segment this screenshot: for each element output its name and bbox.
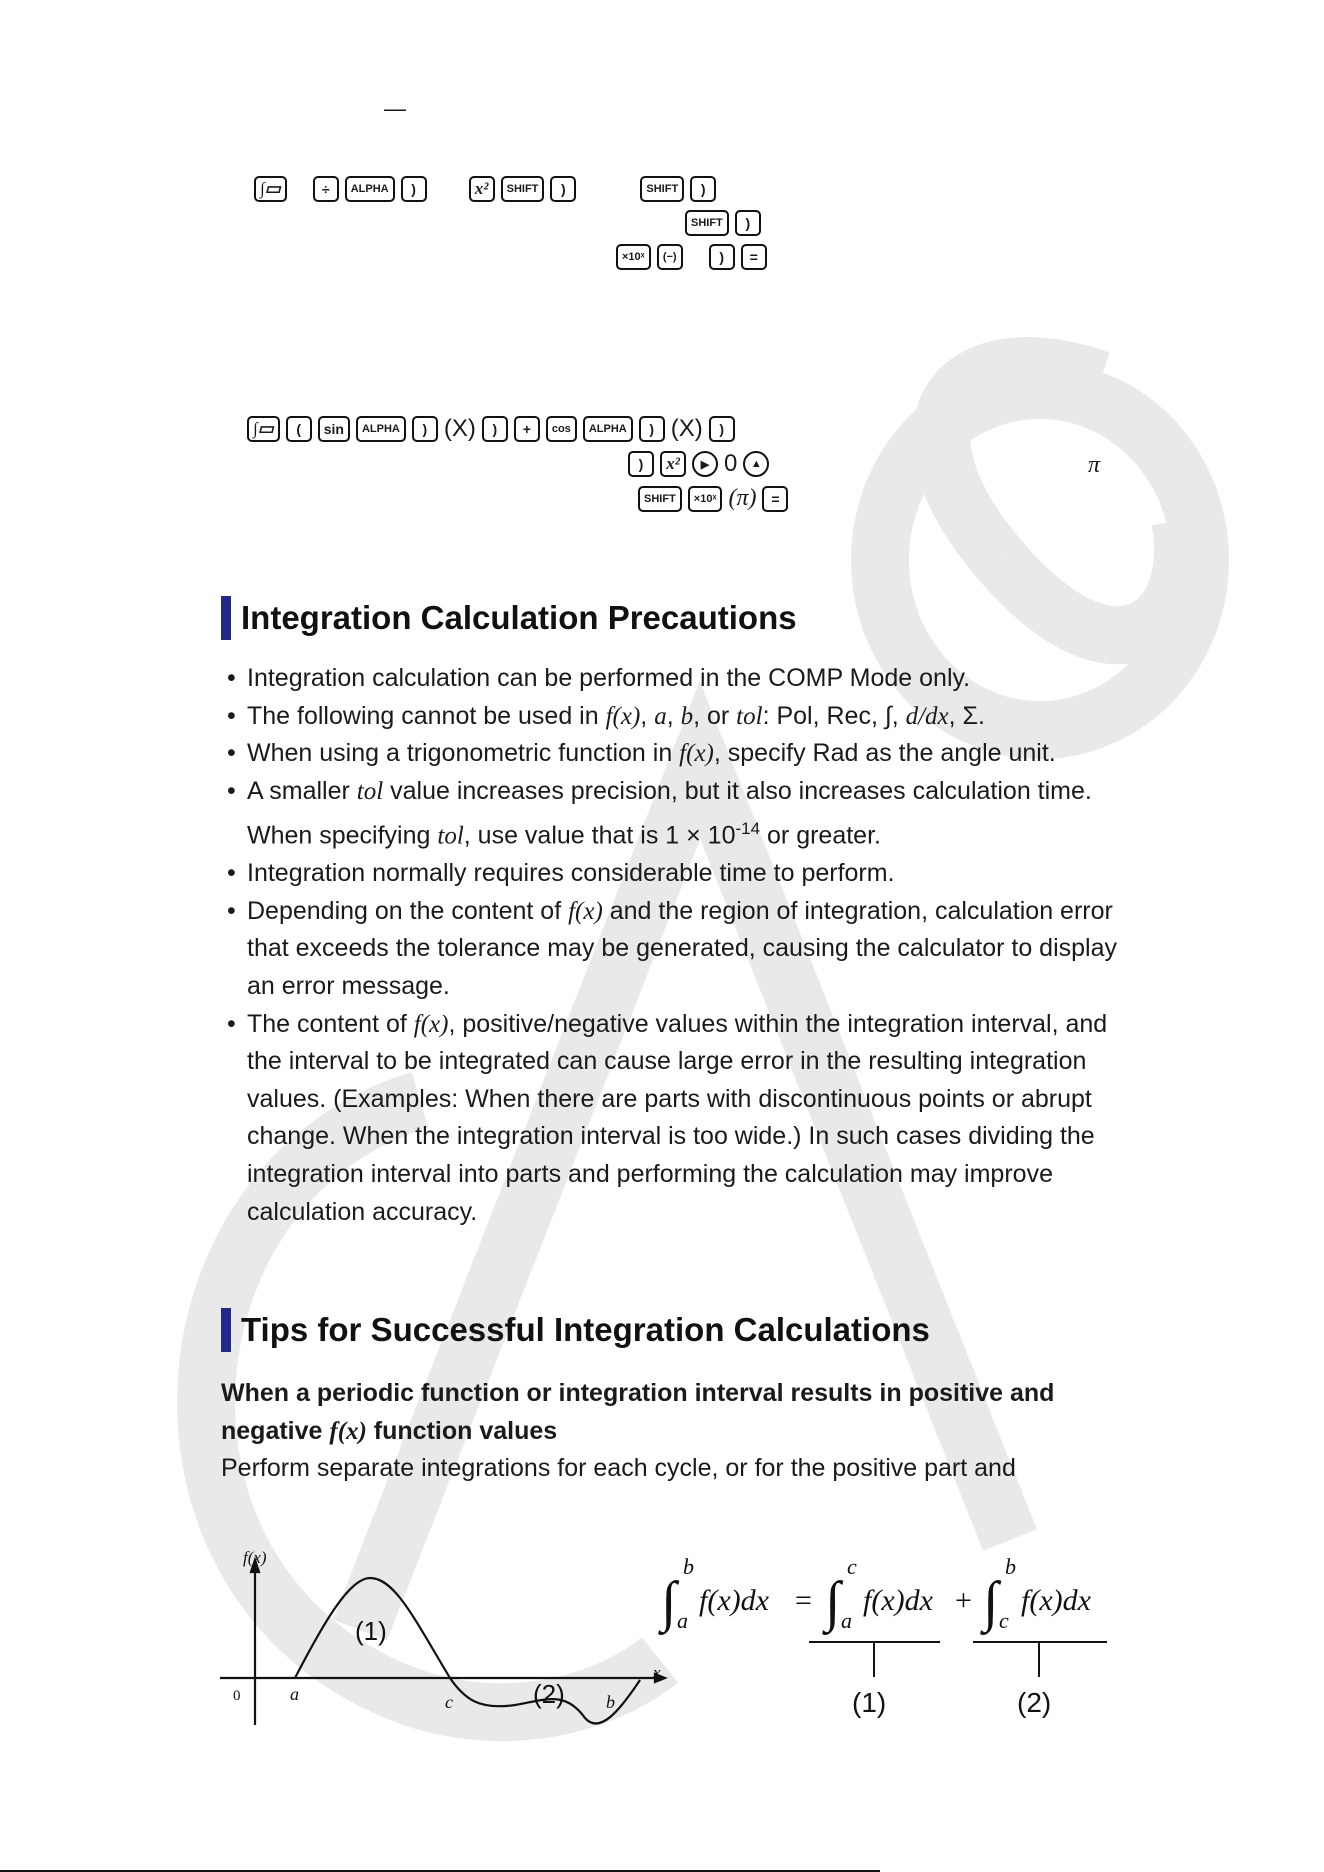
accent-bar [221,1308,231,1352]
paren-close-key: ) [709,244,735,270]
list-item: • Integration calculation can be performed in the COMP Mode only. [227,660,1117,698]
section-heading-tips [221,1308,930,1352]
paren-close-key: ) [482,416,508,442]
equals-key: = [762,486,788,512]
divide-key: ÷ [313,176,339,202]
top-dash: — [384,96,406,121]
plus-key: + [514,416,540,442]
tips-body: Perform separate integrations for each cycle, or for the positive part and [221,1454,1016,1482]
lhs-upper-limit: b [683,1554,694,1579]
point-c-label: c [445,1692,453,1712]
list-item: • Depending on the content of f(x) and the region of integration, calculation error that exceeds the tolerance may be generated, causing the calculator to display an error message. [227,893,1117,1006]
region-1-label: (1) [355,1616,387,1646]
shift-key: SHIFT [638,486,682,512]
lhs-lower-limit: a [677,1608,688,1633]
square-key: x² [660,451,686,477]
shift-key: SHIFT [501,176,545,202]
integral-sign: ∫ [983,1571,999,1633]
cos-key: cos [546,416,577,442]
term2-upper-limit: b [1005,1554,1016,1579]
exp-key: ×10ˣ [616,244,651,270]
plus-sign: + [955,1584,972,1617]
paren-close-key: ) [550,176,576,202]
key-sequence-1-row2 [685,210,761,236]
term1-integrand: f(x)dx [863,1584,933,1617]
list-item: • A smaller tol value increases precision, but it also increases calculation time. When specifying tol, use value that is $1 \times 10^{-14}$ or greater. [227,773,1117,856]
tips-subheading: When a periodic function or integration interval results in positive and negative f(x) function values [221,1379,1055,1445]
equals-sign: = [795,1584,812,1617]
alpha-key: ALPHA [583,416,633,442]
list-item: • Integration normally requires considerable time to perform. [227,855,1117,893]
integration-equation [655,1540,1115,1740]
list-item: • The content of f(x), positive/negative values within the integration interval, and the interval to be integrated can cause large error in the resulting integration values. (Examples: When there are parts with discontinuous points or abrupt change. When the integration interval is too wide.) In such cases dividing the integration interval into parts and performing the calculation may improve calculation accuracy. [227,1006,1117,1232]
alpha-key: ALPHA [345,176,395,202]
key-sequence-1-row1 [254,176,716,202]
integral-sign: ∫ [825,1571,841,1633]
precautions-list [227,660,1117,1231]
x-variable-text: (X) [443,415,476,442]
section-title: Integration Calculation Precautions [241,599,797,636]
key-sequence-2-row1 [247,415,735,443]
key-sequence-2-row3 [638,485,788,512]
term2-integrand: f(x)dx [1021,1584,1091,1617]
accent-bar [221,596,231,640]
integral-sign: ∫ [661,1571,677,1633]
region-2-label: (2) [533,1679,565,1709]
pi-text: (π) [728,485,757,511]
square-key: x² [469,176,495,202]
section-heading-precautions [221,596,797,640]
key-sequence-1-row3 [616,244,767,270]
term2-label: (2) [1017,1687,1052,1718]
up-arrow-key: ▲ [743,451,769,477]
x-axis-label: x [653,1663,661,1682]
paren-open-key: ( [286,416,312,442]
term1-lower-limit: a [841,1608,852,1633]
section-title: Tips for Successful Integration Calculations [241,1311,930,1348]
exp-key: ×10ˣ [688,486,723,512]
integration-graph [215,1540,675,1740]
integral-key: ∫▭ [247,416,280,442]
paren-close-key: ) [690,176,716,202]
equals-key: = [741,244,767,270]
list-item: • The following cannot be used in f(x), a, b, or tol: Pol, Rec, ∫, d/dx, Σ. [227,698,1117,736]
sin-key: sin [318,416,350,442]
paren-close-key: ) [709,416,735,442]
origin-label: 0 [233,1688,241,1704]
negative-key: (−) [657,244,683,270]
point-b-label: b [606,1692,615,1712]
list-item: • When using a trigonometric function in f(x), specify Rad as the angle unit. [227,735,1117,773]
paren-close-key: ) [628,451,654,477]
paren-close-key: ) [401,176,427,202]
lhs-integrand: f(x)dx [699,1584,769,1617]
paren-close-key: ) [412,416,438,442]
integral-key: ∫▭ [254,176,287,202]
pi-note: π [1088,452,1101,478]
paren-close-key: ) [735,210,761,236]
term2-lower-limit: c [999,1608,1009,1633]
key-sequence-2-row2 [628,450,769,478]
x-variable-text: (X) [670,415,703,442]
term1-upper-limit: c [847,1554,857,1579]
y-axis-label: f(x) [243,1548,267,1567]
function-curve [295,1578,640,1724]
point-a-label: a [290,1684,299,1704]
right-arrow-key: ▶ [692,451,718,477]
paren-close-key: ) [639,416,665,442]
zero-text: 0 [724,450,738,477]
alpha-key: ALPHA [356,416,406,442]
term1-label: (1) [852,1687,887,1718]
shift-key: SHIFT [685,210,729,236]
shift-key: SHIFT [640,176,684,202]
